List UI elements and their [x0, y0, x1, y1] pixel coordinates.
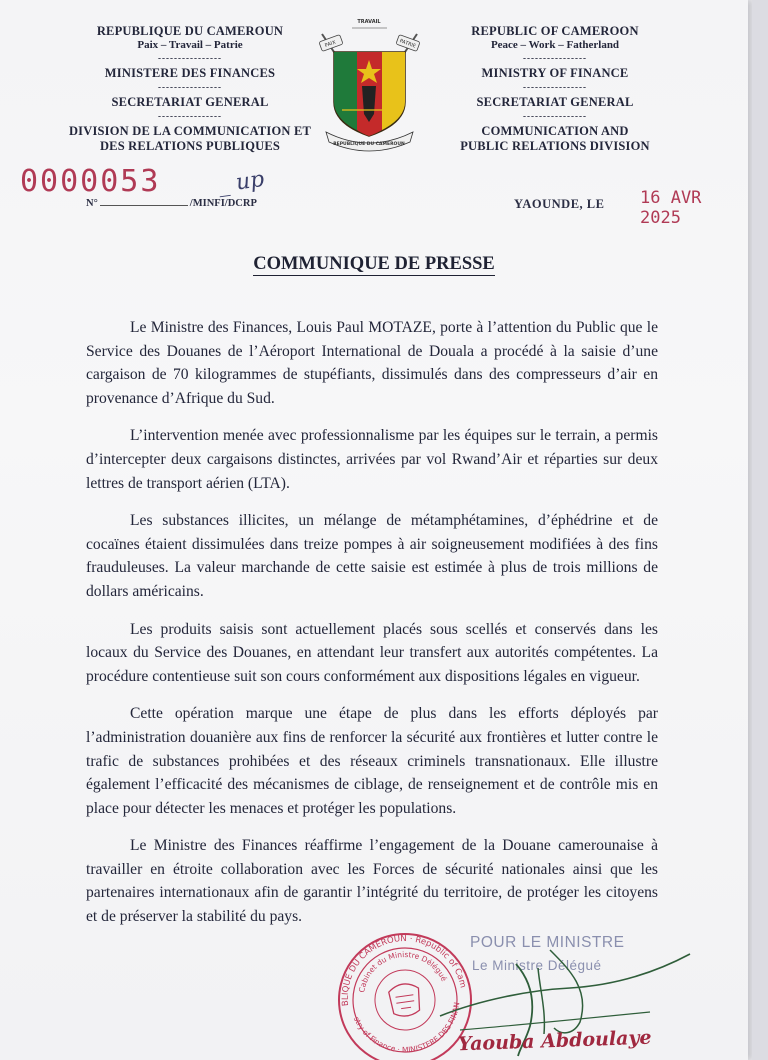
- document-title: [0, 254, 748, 275]
- place-label: YAOUNDE, LE: [514, 197, 605, 211]
- header-divider: ----------------: [523, 111, 587, 121]
- reference-suffix: /MINFI/DCRP: [189, 198, 257, 209]
- header-divider: ----------------: [158, 53, 222, 63]
- date-stamp: 16 AVR 2025: [640, 188, 702, 228]
- header-division-fr-2: DES RELATIONS PUBLIQUES: [99, 139, 281, 153]
- body-paragraph: Le Ministre des Finances réaffirme l’engagement de la Douane camerounaise à travailler en étroite collaboration avec les Forces de sécurité nationales ainsi que les partenaires internationaux afin de garantir l’intégrité du territoire, de protéger les citoyens et de préserver la stabilité du pays.: [86, 837, 658, 926]
- header-division-en-2: PUBLIC RELATIONS DIVISION: [460, 139, 650, 153]
- coat-ribbon-left: PAIX: [324, 39, 337, 49]
- header-division-en-1: COMMUNICATION AND: [481, 124, 629, 138]
- reference-line: [86, 198, 257, 209]
- body-paragraph: Les produits saisis sont actuellement placés sous scellés et conservés dans les locaux du Service des Douanes, en attendant leur transfert aux autorités compétentes. La procédure contentieuse suit son cours conformément aux dispositions légales en vigueur.: [86, 620, 658, 685]
- header-secretariat-fr: SECRETARIAT GENERAL: [111, 95, 269, 109]
- header-division-fr-1: DIVISION DE LA COMMUNICATION ET: [68, 124, 312, 138]
- header-country-en: REPUBLIC OF CAMEROON: [471, 24, 639, 38]
- body-paragraph: Les substances illicites, un mélange de métamphétamines, d’éphédrine et de cocaïnes étaient dissimulées dans treize pompes à air soigneusement modifiées à des fins frauduleuses. La valeur marchande de cette saisie est estimée à plus de trois millions de dollars américains.: [86, 512, 658, 600]
- header-french: [60, 24, 320, 154]
- header-english: [430, 24, 680, 154]
- header-motto-fr: Paix – Travail – Patrie: [137, 39, 243, 51]
- reference-blank: [100, 205, 188, 206]
- page-edge-background: [752, 0, 768, 1060]
- signature-title: POUR LE MINISTRE: [470, 934, 625, 951]
- document-body: [86, 316, 658, 943]
- header-divider: ----------------: [523, 53, 587, 63]
- header-divider: ----------------: [158, 111, 222, 121]
- signatory-name: Yaouba Abdoulaye: [457, 1026, 652, 1056]
- reference-prefix: N°: [86, 198, 98, 209]
- body-paragraph: Cette opération marque une étape de plus dans les efforts déployés par l’administration douanière aux fins de renforcer la sécurité aux frontières et lutter contre le trafic de substances prohibées et des réseaux criminels transnationaux. Elle illustre également l’efficacité des mécanismes de ciblage, de renseignement et de contrôle mis en place pour détecter les menaces et protéger les populations.: [86, 705, 658, 817]
- coat-of-arms-emblem: [312, 14, 427, 154]
- header-country-fr: REPUBLIQUE DU CAMEROUN: [96, 24, 284, 38]
- body-paragraph: Le Ministre des Finances, Louis Paul MOTAZE, porte à l’attention du Public que le Service des Douanes de l’Aéroport International de Douala a procédé à la saisie d’une cargaison de 70 kilogrammes de stupéfiants, dissimulés dans des compresseurs d’air en provenance d’Afrique du Sud.: [86, 319, 658, 407]
- coat-ribbon-right: PATRIE: [398, 38, 417, 50]
- header-ministry-en: MINISTRY OF FINANCE: [481, 66, 629, 80]
- header-secretariat-en: SECRETARIAT GENERAL: [476, 95, 634, 109]
- coat-ribbon-top: TRAVAIL: [357, 19, 381, 25]
- coat-ribbon-bottom: REPUBLIQUE DU CAMEROUN: [333, 142, 405, 147]
- reference-stamp-number: 0000053: [20, 164, 161, 199]
- seal-inner-text: Cabinet du Ministre Délégué: [357, 949, 449, 994]
- body-paragraph: L’intervention menée avec professionnalisme par les équipes sur le terrain, a permis d’intercepter deux cargaisons distinctes, arrivées par vol Rwand’Air et réparties sur deux lettres de transport aérien (LTA).: [86, 427, 658, 492]
- signature-subtitle: Le Ministre Délégué: [472, 958, 602, 973]
- handwritten-initials: _ up: [216, 166, 266, 199]
- document-title-text: COMMUNIQUE DE PRESSE: [253, 254, 495, 274]
- seal-bottom-text: Ministry of Finance · MINISTERE DES FINANCES: [351, 1001, 462, 1055]
- header-ministry-fr: MINISTERE DES FINANCES: [104, 66, 276, 80]
- header-divider: ----------------: [523, 82, 587, 92]
- header-divider: ----------------: [158, 82, 222, 92]
- seal-outer-text: REPUBLIQUE DU CAMEROUN · Republic of Cameroon: [340, 933, 468, 1007]
- header-motto-en: Peace – Work – Fatherland: [490, 39, 620, 51]
